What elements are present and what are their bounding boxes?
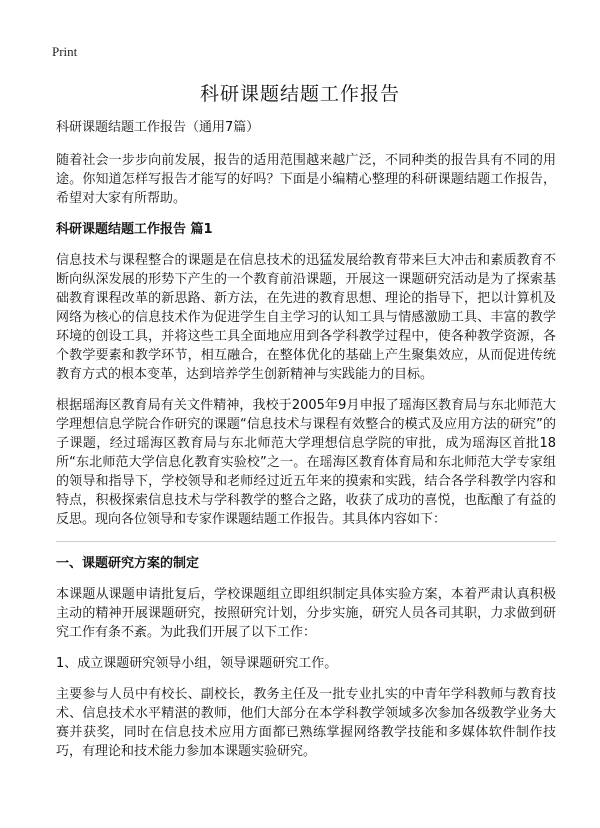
- page-title: 科研课题结题工作报告: [199, 83, 400, 105]
- intro-paragraph: 随着社会一步步向前发展，报告的适用范围越来越广泛，不同种类的报告具有不同的用途。你知道怎样写报告才能写的好吗？下面是小编精心整理的科研课题结题工作报告，希望对大家有所帮助。: [56, 153, 556, 206]
- section-heading-1: 科研课题结题工作报告 篇1: [56, 222, 213, 237]
- section-heading-2: 一、课题研究方案的制定: [56, 556, 200, 571]
- paragraph-3: 本课题从课题申请批复后，学校课题组立即组织制定具体实验方案，本着严肃认真积极主动的精神开展课题研究，按照研究计划，分步实施，研究人员各司其职，力求做到研究工作有条不紊。为此我们开展了以下工作：: [56, 587, 556, 640]
- document-body: [56, 118, 556, 773]
- print-link[interactable]: Print: [52, 44, 78, 59]
- section-divider: [56, 541, 556, 542]
- paragraph-4: 1、成立课题研究领导小组，领导课题研究工作。: [56, 656, 338, 671]
- paragraph-2: 根据瑶海区教育局有关文件精神，我校于2005年9月申报了瑶海区教育局与东北师范大学理想信息学院合作研究的课题“信息技术与课程有效整合的模式及应用方法的研究”的子课题，经过瑶海区教育局与东北师范大学理想信息学院的审批，成为瑶海区首批18所“东北师范大学信息化教育实验校”之一。在瑶海区教育体育局和东北师范大学专家组的领导和指导下，学校领导和老师经过近五年来的摸索和实践，结合各学科教学内容和特点，积极探索信息技术与学科教学的整合之路，收获了成功的喜悦，也酝酿了有益的反思。现向各位领导和专家作课题结题工作报告。其具体内容如下：: [56, 398, 556, 527]
- document-subtitle: 科研课题结题工作报告（通用7篇）: [56, 120, 260, 135]
- paragraph-5: 主要参与人员中有校长、副校长，教务主任及一批专业扎实的中青年学科教师与教育技术、信息技术水平精湛的教师，他们大部分在本学科教学领域多次参加各级教学业务大赛并获奖，同时在信息技术应用方面都已熟练掌握网络教学技能和多媒体软件制作技巧，有理论和技术能力参加本课题实验研究。: [56, 687, 556, 759]
- paragraph-1: 信息技术与课程整合的课题是在信息技术的迅猛发展给教育带来巨大冲击和素质教育不断向纵深发展的形势下产生的一个教育前沿课题，开展这一课题研究活动是为了探索基础教育课程改革的新思路、新方法，在先进的教育思想、理论的指导下，把以计算机及网络为核心的信息技术作为促进学生自主学习的认知工具与情感激励工具、丰富的教学环境的创设工具，并将这些工具全面地应用到各学科教学过程中，使各种教学资源，各个教学要素和教学环节，相互融合，在整体优化的基础上产生聚集效应，从而促进传统教育方式的根本变革，达到培养学生创新精神与实践能力的目标。: [56, 253, 556, 382]
